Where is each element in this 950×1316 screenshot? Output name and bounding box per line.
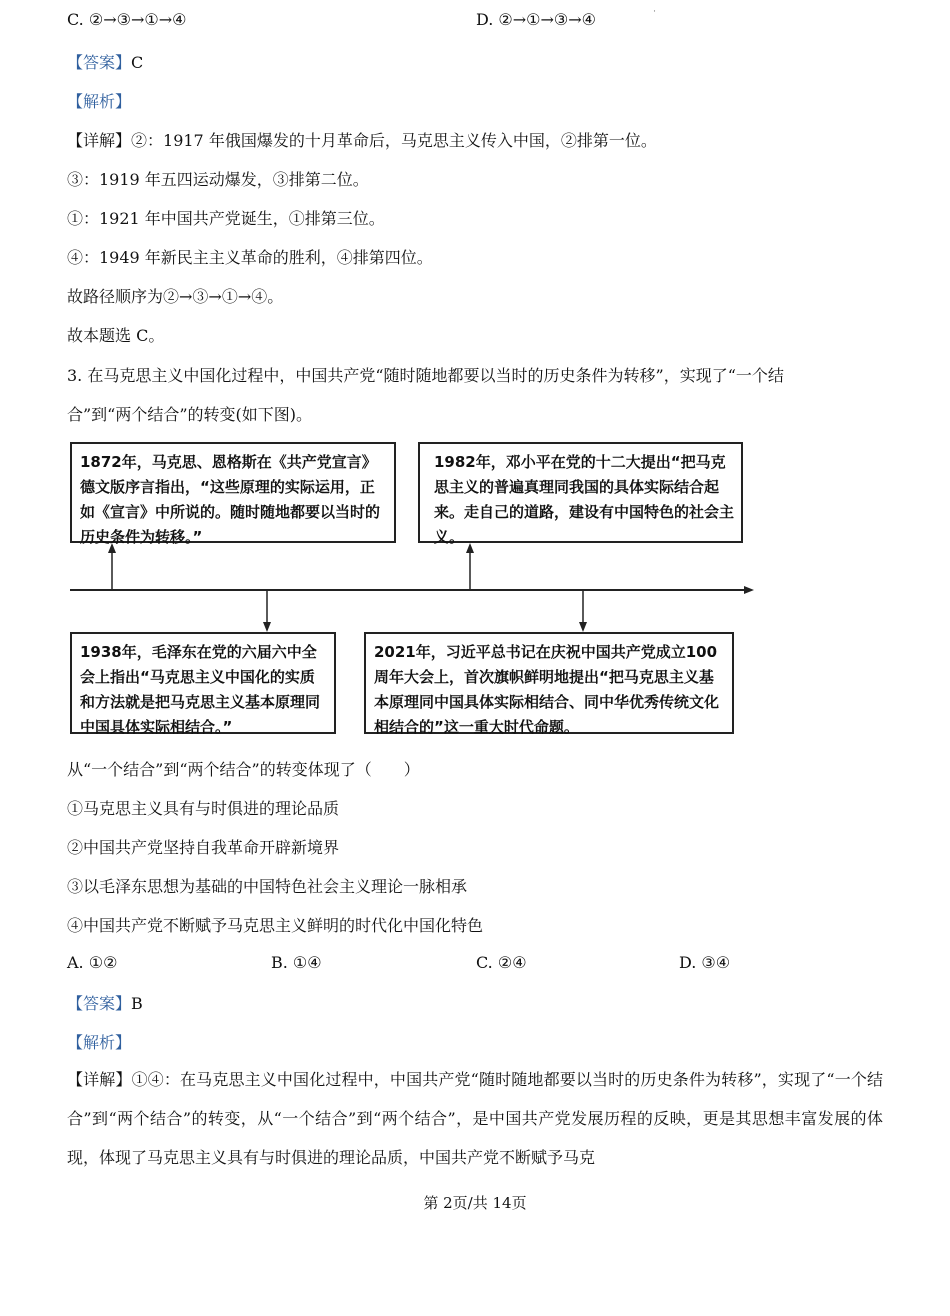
q2-detail-line-2: ③：1919 年五四运动爆发，③排第二位。 xyxy=(67,170,369,189)
q3-item-3: ③以毛泽东思想为基础的中国特色社会主义理论一脉相承 xyxy=(67,877,468,896)
page-footer: 第 2页/共 14页 xyxy=(423,1194,527,1212)
option-d-prev: D. ②→①→③→④ xyxy=(476,10,597,29)
option-c-prev: C. ②→③→①→④ xyxy=(67,10,187,29)
box-1938: 1938年，毛泽东在党的六届六中全会上指出“马克思主义中国化的实质和方法就是把马克思主义基本原理同中国具体实际相结合。” xyxy=(70,632,336,734)
q2-detail-line-4: ④：1949 年新民主主义革命的胜利，④排第四位。 xyxy=(67,248,433,267)
answer-value: B xyxy=(131,994,143,1013)
answer-tag: 【答案】 xyxy=(67,994,132,1013)
q3-item-4: ④中国共产党不断赋予马克思主义鲜明的时代化中国化特色 xyxy=(67,916,484,935)
detail-text: ①④：在马克思主义中国化过程中，中国共产党“随时随地都要以当时的历史条件为转移”，实现了“一个结合”到“两个结合”的转变，从“一个结合”到“两个结合”，是中国共产党发展历程的反映，更是其思想丰富发展的体现，体现了马克思主义具有与时俱进的理论品质，中国共产党不断赋予马克 xyxy=(67,1070,883,1167)
q2-detail-line-5: 故路径顺序为②→③→①→④。 xyxy=(67,287,284,306)
q3-stem-line-1: 3. 在马克思主义中国化过程中，中国共产党“随时随地都要以当时的历史条件为转移”，实现了“一个结 xyxy=(67,366,784,385)
q3-question: 从“一个结合”到“两个结合”的转变体现了（ ） xyxy=(67,760,420,779)
q3-option-a: A. ①② xyxy=(67,953,118,972)
q3-detail xyxy=(67,1060,883,1177)
q3-option-d: D. ③④ xyxy=(679,953,731,972)
answer-value: C xyxy=(131,53,144,72)
q3-option-b: B. ①④ xyxy=(271,953,322,972)
arrow-up-1982 xyxy=(466,543,474,553)
q3-stem-line-2: 合”到“两个结合”的转变(如下图)。 xyxy=(67,405,313,424)
q3-option-c: C. ②④ xyxy=(476,953,527,972)
q3-analysis-tag: 【解析】 xyxy=(67,1033,132,1052)
q3-item-2: ②中国共产党坚持自我革命开辟新境界 xyxy=(67,838,340,857)
detail-tag: 【详解】 xyxy=(67,1070,132,1089)
detail-tag: 【详解】 xyxy=(67,131,132,150)
box-1872: 1872年，马克思、恩格斯在《共产党宣言》德文版序言指出，“这些原理的实际运用，正如《宣言》中所说的。随时随地都要以当时的历史条件为转移。” xyxy=(70,442,396,543)
box-2021: 2021年，习近平总书记在庆祝中国共产党成立100周年大会上，首次旗帜鲜明地提出“把马克思主义基本原理同中国具体实际相结合、同中华优秀传统文化相结合的”这一重大时代命题。 xyxy=(364,632,734,734)
q2-detail-line-6: 故本题选 C。 xyxy=(67,326,165,345)
stray-dot: ˙ xyxy=(652,10,657,21)
q3-answer xyxy=(67,991,143,1014)
q2-detail-line-3: ①：1921 年中国共产党诞生，①排第三位。 xyxy=(67,209,385,228)
arrow-down-2021 xyxy=(579,622,587,632)
timeline-arrowhead xyxy=(744,586,754,594)
detail-text: ②：1917 年俄国爆发的十月革命后，马克思主义传入中国，②排第一位。 xyxy=(131,131,657,150)
arrow-down-1938 xyxy=(263,622,271,632)
q2-analysis-tag: 【解析】 xyxy=(67,92,132,111)
answer-tag: 【答案】 xyxy=(67,53,132,72)
q3-item-1: ①马克思主义具有与时俱进的理论品质 xyxy=(67,799,340,818)
box-1982: 1982年，邓小平在党的十二大提出“把马克思主义的普遍真理同我国的具体实际结合起来。走自己的道路，建设有中国特色的社会主义。 xyxy=(418,442,743,543)
